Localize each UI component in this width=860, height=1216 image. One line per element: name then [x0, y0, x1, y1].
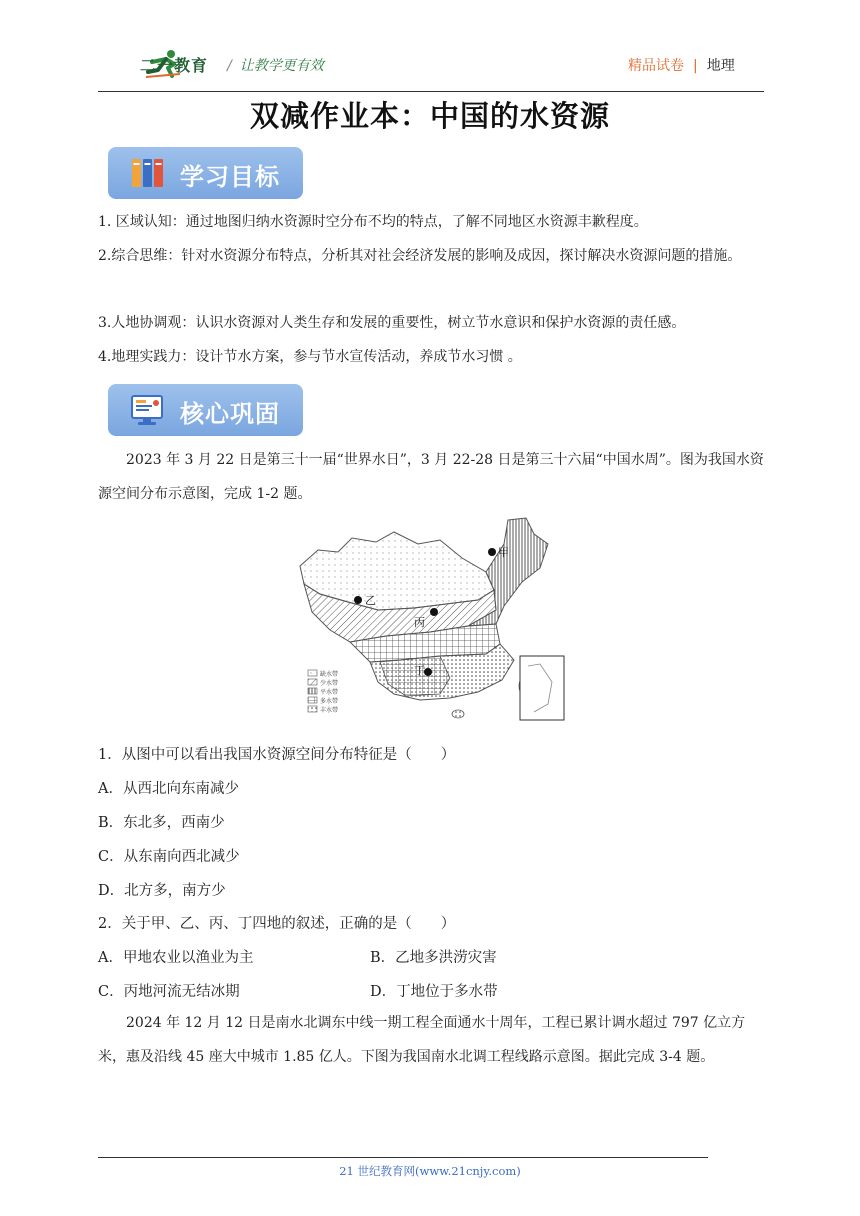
question-1-option-a: A．从西北向东南减少 — [98, 781, 239, 797]
logo-text: 二一教育 — [140, 56, 209, 75]
section-badge-core — [108, 384, 303, 436]
header-right — [628, 55, 735, 75]
footer-rule — [98, 1157, 708, 1158]
header-slogan — [227, 55, 324, 75]
question-1-stem: 1．从图中可以看出我国水资源空间分布特征是（ ） — [98, 747, 456, 763]
page-title: 双减作业本：中国的水资源 — [249, 99, 610, 133]
legend-item-2: 少水带 — [320, 680, 339, 687]
header-separator: | — [693, 58, 698, 74]
question-2-stem: 2．关于甲、乙、丙、丁四地的叙述，正确的是（ ） — [98, 916, 456, 932]
header-rule — [98, 91, 764, 92]
question-1-option-c: C．从东南向西北减少 — [98, 849, 240, 865]
label-bing: 丙 — [414, 616, 425, 629]
objective-3: 3.人地协调观：认识水资源对人类生存和发展的重要性，树立节水意识和保护水资源的责任感。 — [98, 315, 686, 331]
question-2-option-a: A．甲地农业以渔业为主 — [98, 950, 254, 966]
slogan-separator: / — [227, 58, 232, 74]
section-label-core: 核心巩固 — [180, 400, 280, 428]
section-badge-objectives — [108, 147, 303, 199]
question-1-option-d: D．北方多，南方少 — [98, 883, 226, 899]
objective-1: 1. 区域认知：通过地图归纳水资源时空分布不均的特点，了解不同地区水资源丰歉程度。 — [98, 214, 648, 230]
legend-item-5: 丰水带 — [320, 707, 339, 714]
objective-4: 4.地理实践力：设计节水方案，参与节水宣传活动，养成节水习惯 。 — [98, 349, 522, 365]
legend-item-3: 平水带 — [320, 689, 339, 696]
label-yi: 乙 — [365, 594, 376, 607]
quality-label: 精品试卷 — [628, 58, 684, 74]
question-2-option-b: B．乙地多洪涝灾害 — [370, 950, 497, 966]
question-2-option-c: C．丙地河流无结冰期 — [98, 984, 240, 1000]
label-ding: 丁 — [414, 664, 425, 677]
books-icon — [128, 153, 168, 193]
label-jia: 甲 — [498, 546, 509, 559]
footer-link[interactable]: 21 世纪教育网(www.21cnjy.com) — [339, 1164, 521, 1178]
subject-label: 地理 — [706, 58, 735, 74]
computer-icon — [128, 390, 168, 430]
question-1-option-b: B．东北多，西南少 — [98, 815, 225, 831]
intro-paragraph-2: 2024 年 12 月 12 日是南水北调东中线一期工程全面通水十周年，工程已累计调水超过 797 亿立方米，惠及沿线 45 座大中城市 1.85 亿人。下图为我国南水北调工程线路示意图。据此完成 3-4 题。 — [98, 1015, 746, 1065]
slogan-text: 让教学更有效 — [239, 58, 324, 74]
intro-paragraph-1: 2023 年 3 月 22 日是第三十一届“世界水日”，3 月 22-28 日是第三十六届“中国水周”。图为我国水资源空间分布示意图，完成 1-2 题。 — [98, 452, 764, 502]
section-label-objectives: 学习目标 — [180, 163, 280, 191]
question-2-option-d: D．丁地位于多水带 — [370, 984, 498, 1000]
legend-item-1: 缺水带 — [320, 671, 339, 678]
map-legend — [308, 670, 338, 714]
objective-2: 2.综合思维：针对水资源分布特点，分析其对社会经济发展的影响及成因，探讨解决水资源问题的措施。 — [98, 248, 742, 264]
legend-item-4: 多水带 — [320, 698, 339, 705]
water-resource-map — [290, 514, 576, 726]
